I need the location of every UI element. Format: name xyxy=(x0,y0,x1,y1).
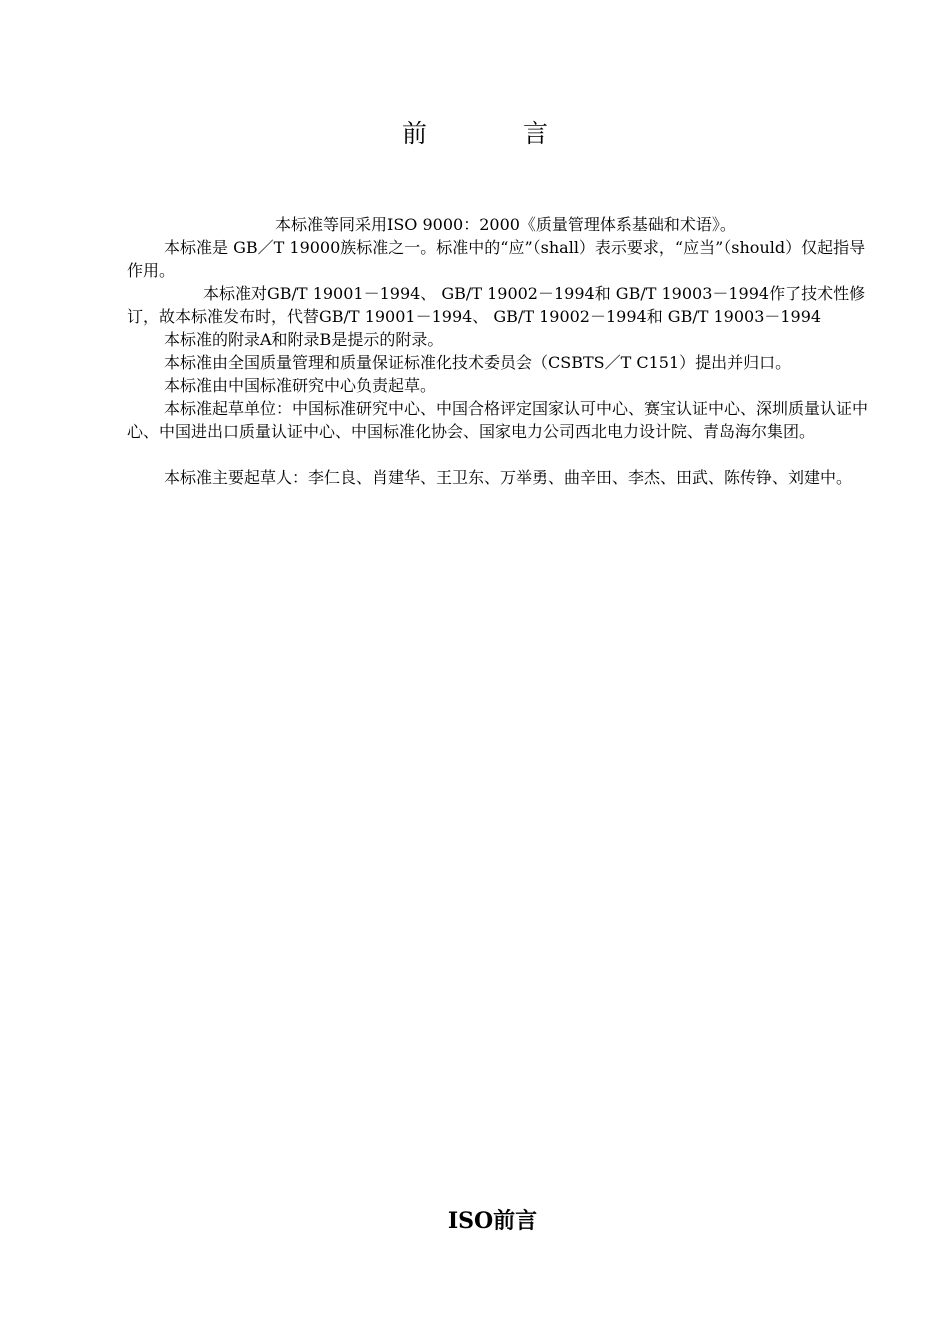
paragraph-proposer: 本标准由全国质量管理和质量保证标准化技术委员会（CSBTS／T C151）提出并归口。 xyxy=(164,353,792,372)
foreword-body xyxy=(127,213,869,489)
paragraph-annexes: 本标准的附录A和附录B是提示的附录。 xyxy=(164,330,444,349)
paragraph-revision: 本标准对GB/T 19001－1994、 GB/T 19002－1994和 GB/T 19003－1994作了技术性修订，故本标准发布时，代替GB/T 19001－1994、 GB/T 19002－1994和 GB/T 19003－1994 xyxy=(127,284,866,326)
paragraph-standard-family: 本标准是 GB／T 19000族标准之一。标准中的“应”（shall）表示要求，“应当”（should）仅起指导作用。 xyxy=(127,238,866,280)
iso-foreword-heading: ISO前言 xyxy=(447,1208,538,1234)
paragraph-adoption: 本标准等同采用ISO 9000：2000《质量管理体系基础和术语》。 xyxy=(275,215,736,234)
paragraph-drafting-units: 本标准起草单位：中国标准研究中心、中国合格评定国家认可中心、赛宝认证中心、深圳质量认证中心、中国进出口质量认证中心、中国标准化协会、国家电力公司西北电力设计院、青岛海尔集团。 xyxy=(127,399,869,441)
paragraph-drafter: 本标准由中国标准研究中心负责起草。 xyxy=(164,376,437,395)
page-title: 前 言 xyxy=(402,119,592,148)
paragraph-main-drafters: 本标准主要起草人：李仁良、肖建华、王卫东、万举勇、曲辛田、李杰、田武、陈传铮、刘建中。 xyxy=(164,468,853,487)
